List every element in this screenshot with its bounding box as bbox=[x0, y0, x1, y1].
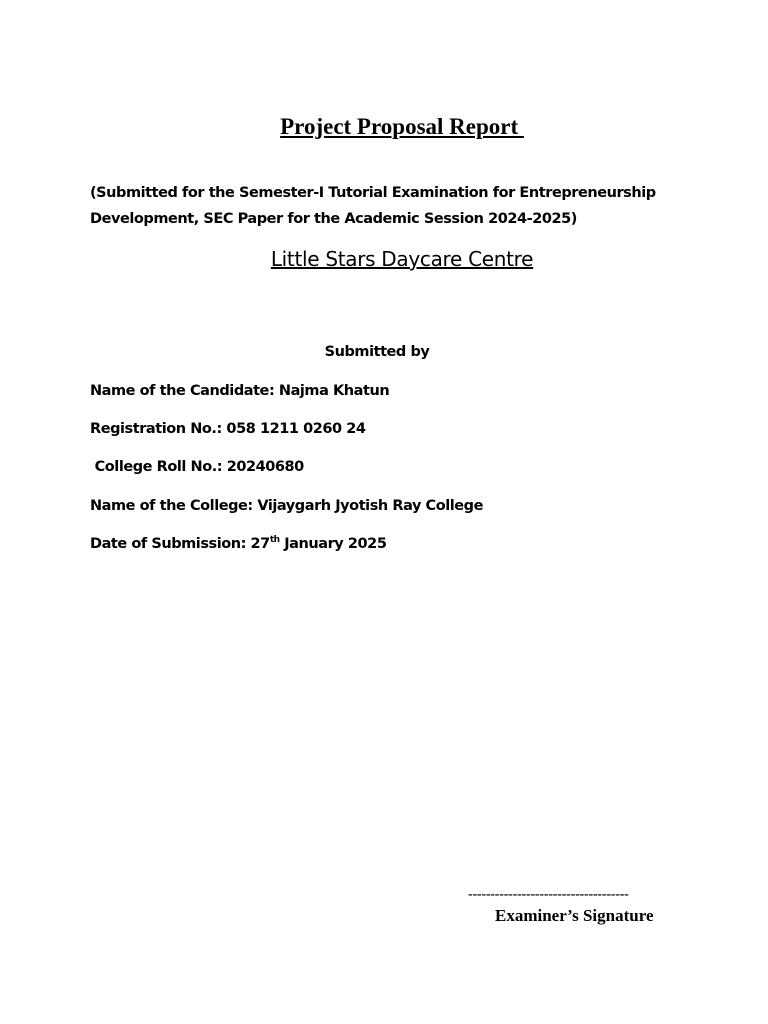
report-title: Project Proposal Report bbox=[280, 114, 524, 139]
submission-date-suffix: January 2025 bbox=[279, 536, 387, 552]
examiner-signature-label: Examiner’s Signature bbox=[495, 906, 654, 925]
signature-line: ------------------------------------ bbox=[468, 887, 629, 902]
submission-date bbox=[90, 536, 386, 552]
submission-note-line-1: (Submitted for the Semester-I Tutorial Examination for Entrepreneurship bbox=[90, 185, 656, 201]
submission-date-superscript: th bbox=[269, 535, 280, 546]
submission-note-line-2: Development, SEC Paper for the Academic Session 2024-2025) bbox=[90, 211, 577, 227]
project-name: Little Stars Daycare Centre bbox=[270, 247, 534, 271]
submission-note bbox=[90, 180, 690, 232]
candidate-name: Name of the Candidate: Najma Khatun bbox=[90, 383, 390, 399]
registration-number: Registration No.: 058 1211 0260 24 bbox=[90, 421, 366, 437]
college-name: Name of the College: Vijaygarh Jyotish Ray College bbox=[90, 498, 483, 514]
college-roll-number: College Roll No.: 20240680 bbox=[90, 459, 304, 475]
submission-date-prefix: Date of Submission: 27 bbox=[90, 536, 270, 552]
submitted-by-label: Submitted by bbox=[324, 344, 430, 360]
